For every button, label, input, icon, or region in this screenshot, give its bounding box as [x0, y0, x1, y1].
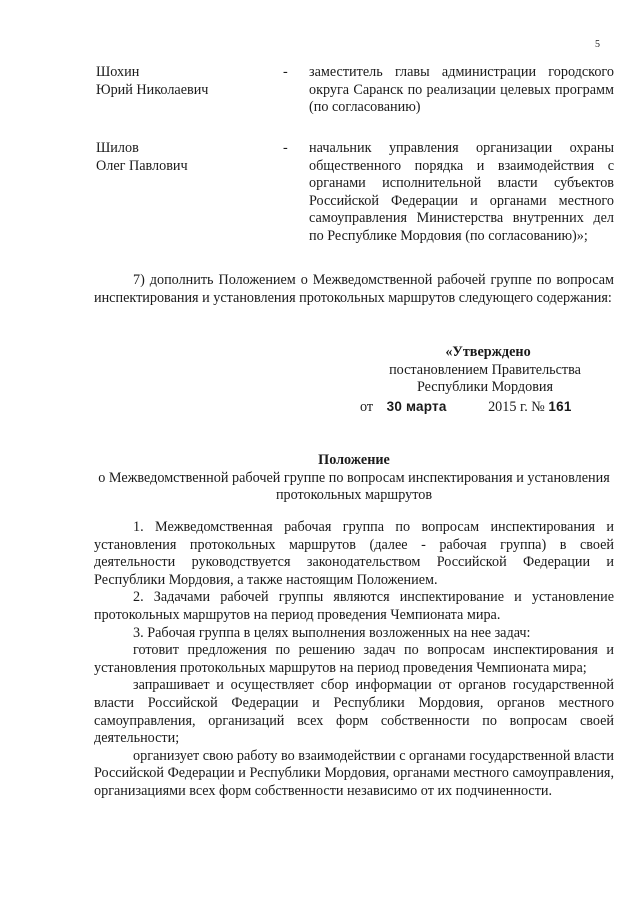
regulation-body	[94, 519, 614, 801]
member-given-names: Юрий Николаевич	[96, 81, 209, 98]
approval-year: 2015 г. №	[488, 398, 545, 415]
approval-number: 161	[548, 398, 572, 414]
member-surname: Шилов	[96, 140, 139, 156]
member-name	[96, 140, 266, 175]
member-surname: Шохин	[96, 64, 140, 80]
approval-stamp	[360, 344, 610, 416]
member-entry-shilov	[96, 140, 616, 260]
paragraph-3-item-1: готовит предложения по решению задач по вопросам инспектирования и установления протокольных маршрутов на период проведения Чемпионата мира;	[94, 642, 614, 676]
approval-from: от	[360, 398, 374, 415]
amendment-intro: 7) дополнить Положением о Межведомственной рабочей группе по вопросам инспектирования и установления протокольных маршрутов следующего содержания:	[94, 272, 614, 306]
member-given-names: Олег Павлович	[96, 157, 188, 174]
member-dash: -	[283, 64, 288, 80]
approval-line-resolution: постановлением Правительства	[389, 361, 581, 378]
member-role: начальник управления организации охраны общественного порядка и взаимодействия с органами исполнительной власти субъектов Российской Федерации и органами местного самоуправления Министерства внутренних дел по Республике Мордовия (по согласованию)»;	[309, 140, 614, 244]
approval-title: «Утверждено	[445, 344, 531, 360]
page-number: 5	[595, 39, 600, 50]
member-entry-shokhin	[96, 64, 616, 124]
approval-date-line	[360, 398, 610, 417]
paragraph-1: 1. Межведомственная рабочая группа по вопросам инспектирования и установления протокольных маршрутов (далее - рабочая группа) в своей деятельности руководствуется законодательством Российской Федерации и Республики Мордовия, а также настоящим Положением.	[94, 519, 614, 588]
paragraph-2: 2. Задачами рабочей группы являются инспектирование и установление протокольных маршрутов на период проведения Чемпионата мира.	[94, 589, 614, 623]
paragraph-3-item-2: запрашивает и осуществляет сбор информации от органов государственной власти Российской Федерации и Республики Мордовия, органов местного самоуправления, организаций всех форм собственности по вопросам своей деятельности;	[94, 677, 614, 747]
approval-line-republic: Республики Мордовия	[416, 379, 554, 396]
member-role: заместитель главы администрации городского округа Саранск по реализации целевых программ (по согласованию)	[309, 64, 614, 116]
regulation-title: Положение	[318, 452, 390, 468]
member-name	[96, 64, 266, 99]
paragraph-3: 3. Рабочая группа в целях выполнения возложенных на нее задач:	[133, 624, 531, 641]
paragraph-3-item-3: организует свою работу во взаимодействии с органами государственной власти Российской Федерации и Республики Мордовия, органами местного самоуправления, организациями всех форм собственности независимо от их подчиненности.	[94, 747, 614, 799]
regulation-subtitle: о Межведомственной рабочей группе по вопросам инспектирования и установления протокольных маршрутов	[98, 469, 610, 504]
approval-date: 30 марта	[386, 398, 447, 414]
regulation-heading	[94, 452, 614, 505]
member-dash: -	[283, 140, 288, 156]
